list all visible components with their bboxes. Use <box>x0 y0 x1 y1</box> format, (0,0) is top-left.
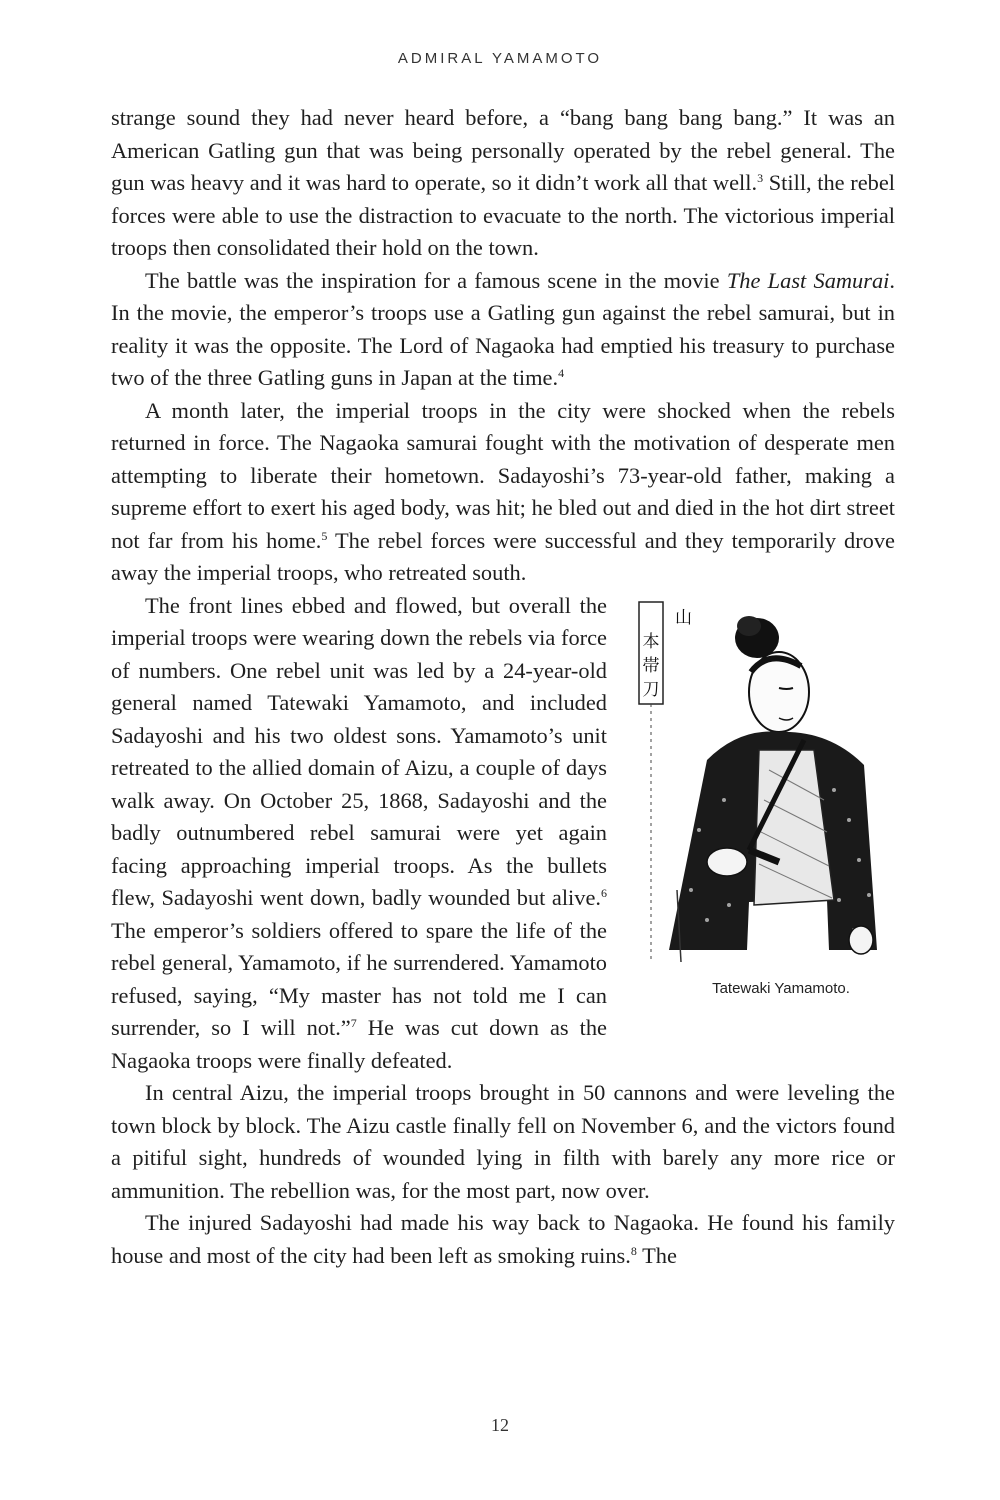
footnote-ref[interactable]: 6 <box>601 886 607 900</box>
samurai-portrait-illustration <box>629 600 899 965</box>
text-span: The <box>636 1242 677 1268</box>
running-header: ADMIRAL YAMAMOTO <box>397 50 603 67</box>
text-span: He was cut down as the Nagaoka troops were finally defeated. <box>111 1015 607 1073</box>
figure-caption: Tatewaki Yamamoto. <box>712 979 850 997</box>
text-span: strange sound they had never heard before, a “bang bang bang bang.” It was an American Gatling gun that was being personally operated by the rebel general. The gun was heavy and it was hard to operate, so it didn’t work all that well. <box>111 105 895 195</box>
text-span: The battle was the inspiration for a famous scene in the movie <box>145 267 727 293</box>
footnote-ref[interactable]: 5 <box>321 528 328 543</box>
text-span: In central Aizu, the imperial troops brought in 50 cannons and were leveling the town block by block. The Aizu castle finally fell on November 6, and the victors found a pitiful sight, hundreds of wounded lying in filth with barely any more rice or ammunition. The rebellion was, for the most part, now over. <box>111 1080 895 1203</box>
text-span: The emperor’s soldiers offered to spare the life of the rebel general, Yamamoto, if he surrendered. Yamamoto refused, saying, “My master has not told me I can surrender, so I will not.” <box>111 917 607 1040</box>
footnote-ref[interactable]: 7 <box>350 1016 357 1030</box>
figure-portrait <box>629 600 899 1010</box>
footnote-ref[interactable]: 8 <box>630 1243 637 1258</box>
body-text <box>111 102 895 1272</box>
text-span: A month later, the imperial troops in the city were shocked when the rebels returned in force. The Nagaoka samurai fought with the motivation of desperate men attempting to liberate their hometown. Sadayoshi’s 73-year-old father, making a supreme effort to exert his aged body, was hit; he bled out and died in the hot dirt street not far from his home. <box>111 397 895 553</box>
paragraph-5 <box>111 1077 895 1207</box>
paragraph-4 <box>111 590 895 1078</box>
paragraph-2 <box>111 265 895 395</box>
paragraph-3 <box>111 395 895 590</box>
inscription-text: 山本帯刀 <box>642 607 692 700</box>
text-span: Still, the rebel forces were able to use the distraction to evacuate to the north. The victorious imperial troops then consolidated their hold on the town. <box>111 170 895 260</box>
text-span: The front lines ebbed and flowed, but overall the imperial troops were wearing down the rebels via force of numbers. One rebel unit was led by a 24-year-old general named Tatewaki Yamamoto, and included Sadayoshi and his two oldest sons. Yamamoto’s unit retreated to the allied domain of Aizu, a couple of days walk away. On October 25, 1868, Sadayoshi and the badly outnumbered rebel samurai were yet again facing approaching imperial troops. As the bullets flew, Sadayoshi went down, badly wounded but alive. <box>111 592 607 910</box>
footnote-ref[interactable]: 4 <box>558 366 565 380</box>
text-span: . In the movie, the emperor’s troops use a Gatling gun against the rebel samurai, but in reality it was the opposite. The Lord of Nagaoka had emptied his treasury to purchase two of the three Gatling guns in Japan at the time. <box>111 267 895 390</box>
paragraph-6 <box>111 1207 895 1272</box>
footnote-ref[interactable]: 3 <box>757 171 764 185</box>
text-span: The rebel forces were successful and they temporarily drove away the imperial troops, who retreated south. <box>111 527 895 585</box>
page-number: 12 <box>491 1415 509 1435</box>
movie-title: The Last Samurai <box>726 267 890 293</box>
text-span: The injured Sadayoshi had made his way back to Nagaoka. He found his family house and most of the city had been left as smoking ruins. <box>111 1210 895 1268</box>
paragraph-1 <box>111 102 895 265</box>
